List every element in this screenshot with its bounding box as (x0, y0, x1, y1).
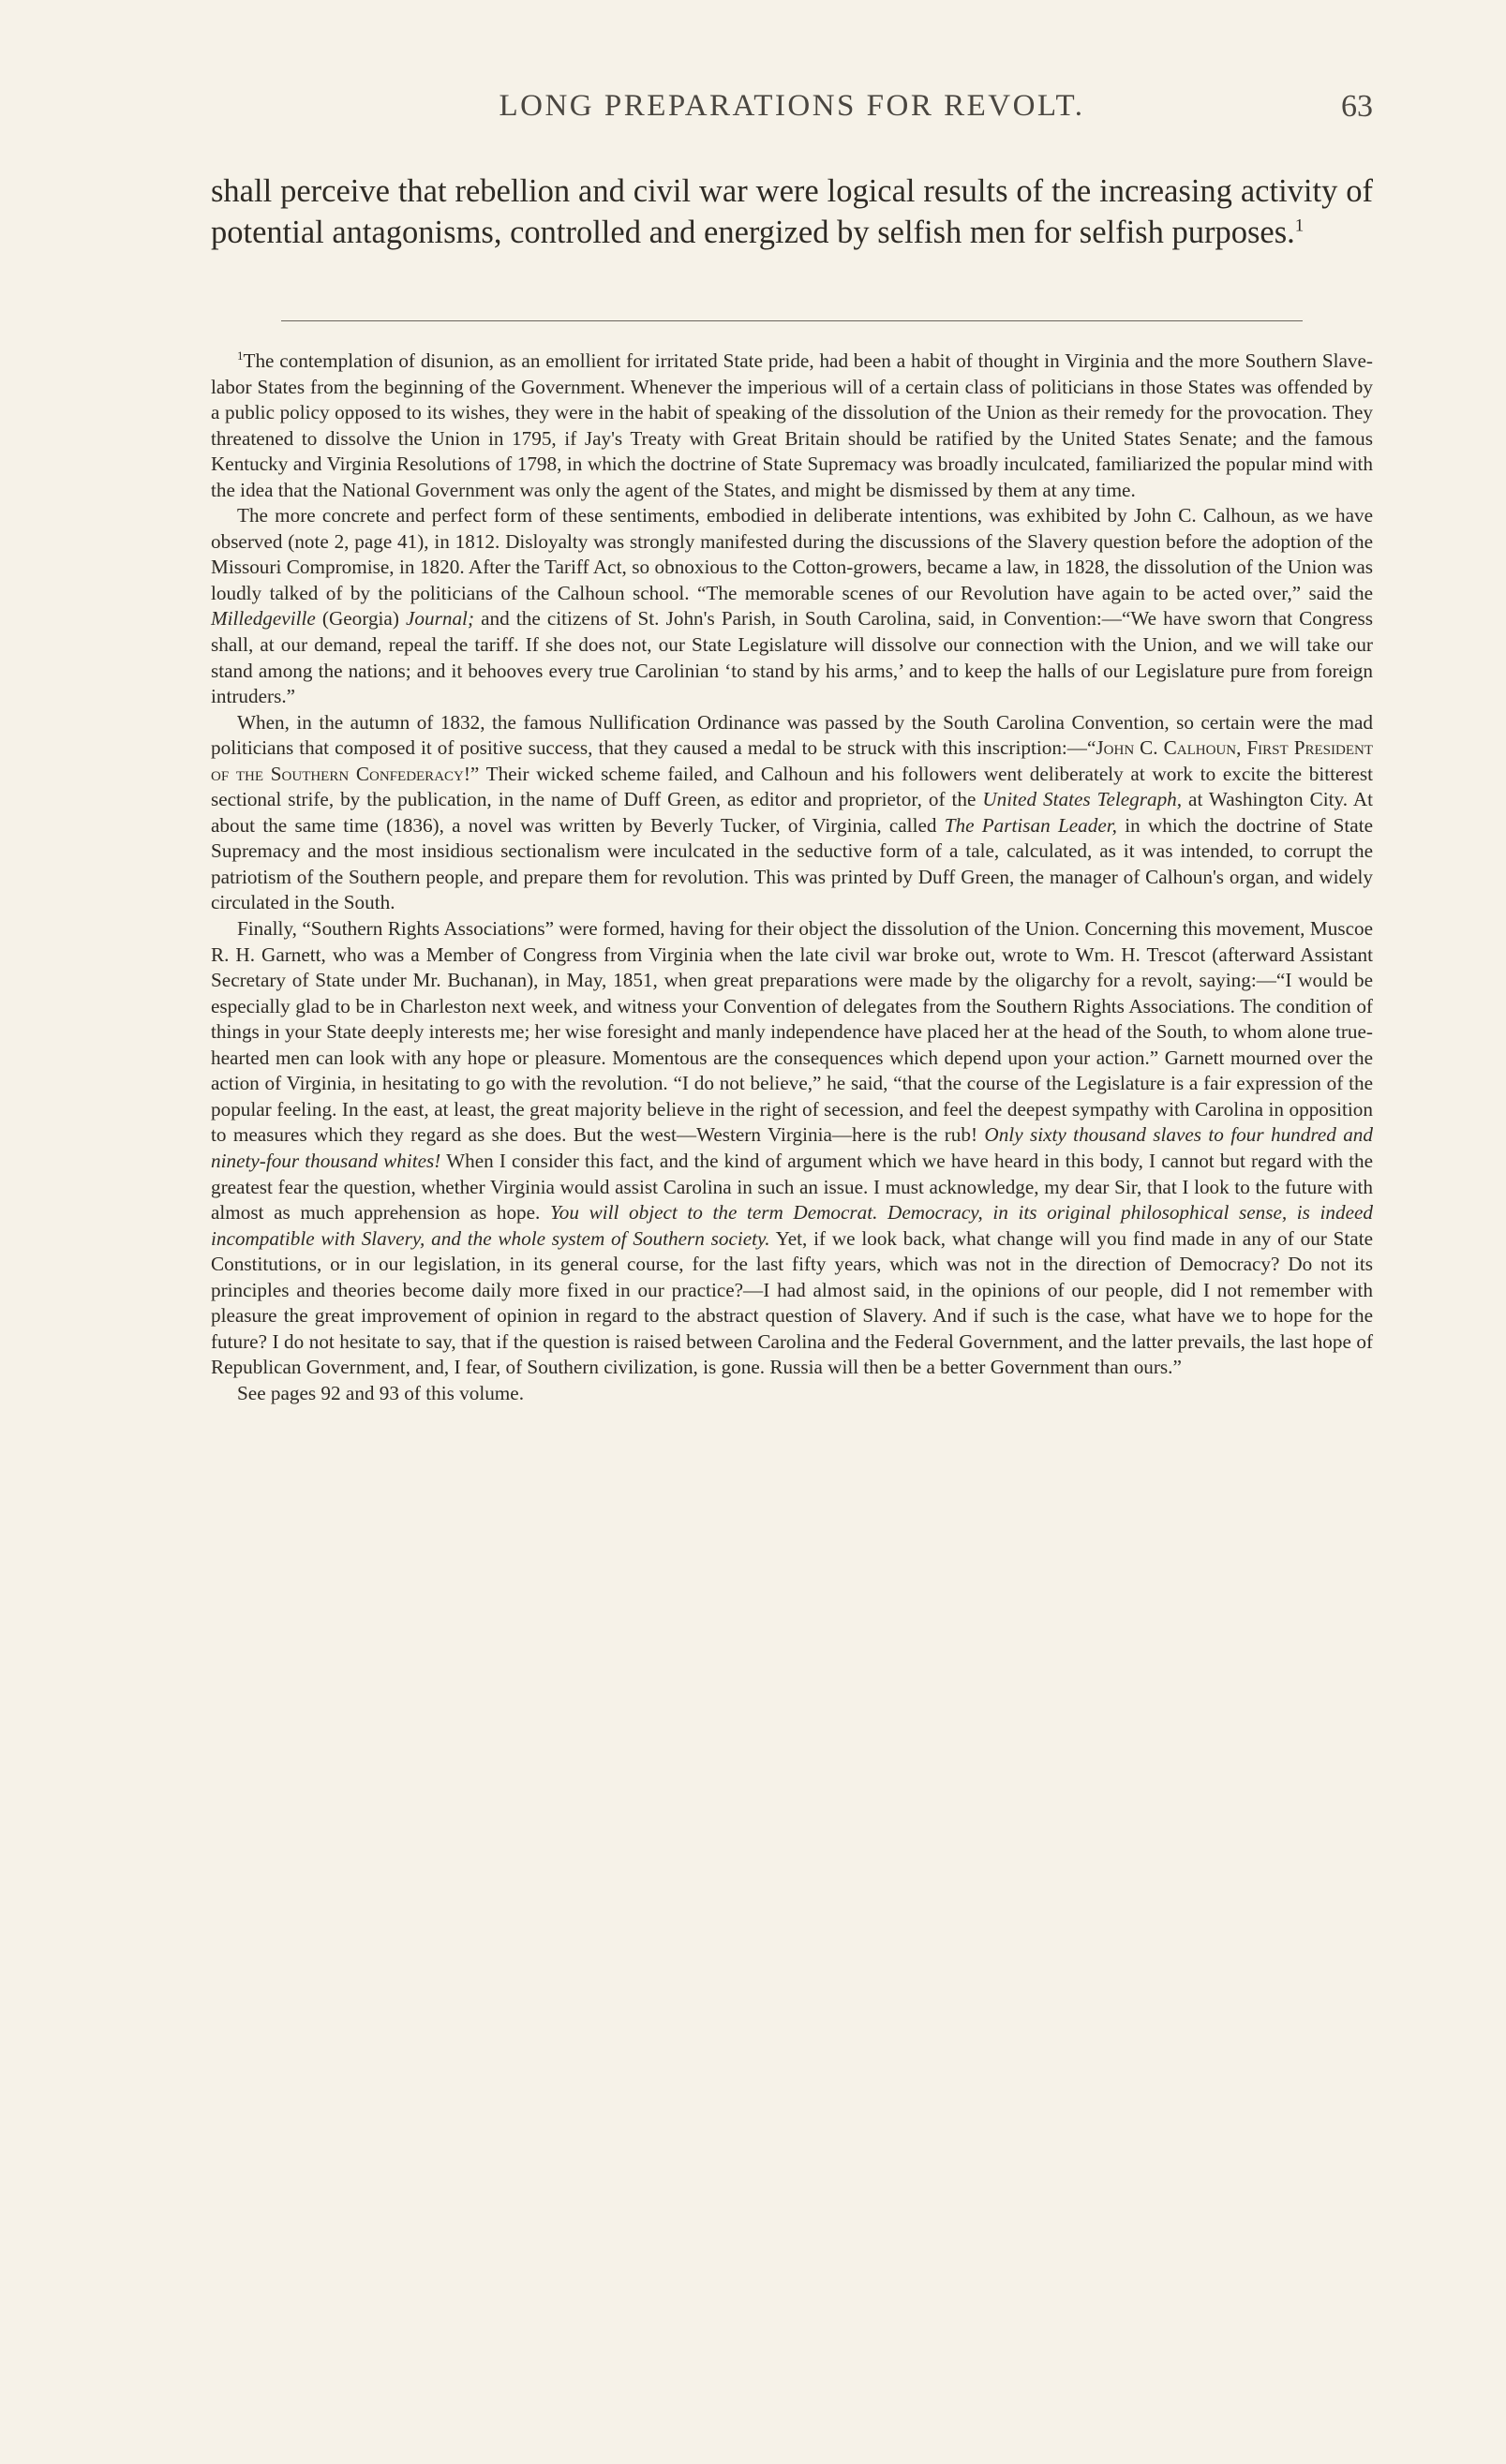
footnote-text: at Washington City. At about the same time (1836), a novel was written by Beverly Tucker, of Virginia, called (211, 788, 1374, 837)
footnote-text: (Georgia) (321, 607, 399, 631)
footnote-paragraph-3 (211, 710, 1373, 916)
newspaper-title: United States Telegraph, (982, 788, 1183, 811)
footnote-text: The contemplation of disunion, as an emollient for irritated State pride, had been a habit of thought in Virginia and the more Southern Slave-labor States from the beginning of the Government. Whenever the imperious will of a certain class of politicians in those States was offended by a public policy opposed to its wishes, they were in the habit of speaking of the dissolution of the Union as their remedy for the provocation. They threatened to dissolve the Union in 1795, if Jay's Treaty with Great Britain should be ratified by the United States Senate; and the famous Kentucky and Virginia Resolutions of 1798, in which the doctrine of State Supremacy was broadly inculcated, familiarized the popular mind with the idea that the National Government was only the agent of the States, and might be dismissed by them at any time. (211, 349, 1373, 501)
footnote-block (211, 349, 1373, 1406)
footnote-marker: 1 (237, 348, 244, 363)
footnote-text: Yet, if we look back, what change will you find made in any of our State Constitutions, or in our legislation, in its general course, for the last fifty years, which was not in the direction of Democracy? Do not its principles and theories become daily more fixed in our practice?—I had almost said, in the opinions of our people, did I not remember with pleasure the great improvement of opinion in regard to the abstract question of Slavery. And if such is the case, what have we to hope for the future? I do not hesitate to say, that if the question is raised between Carolina and the Federal Government, and the latter prevails, the last hope of Republican Government, and, I fear, of Southern civilization, is gone. Russia will then be a better Government than ours.” (211, 1226, 1373, 1379)
newspaper-title: Milledgeville (211, 607, 316, 631)
page-number: 63 (1341, 89, 1373, 124)
footnote-text: See pages 92 and 93 of this volume. (237, 1381, 524, 1404)
running-title: LONG PREPARATIONS FOR REVOLT. (499, 89, 1085, 123)
footnote-text: in which the doctrine of State Supremacy and the most insidious sectionalism were inculcated in the seductive form of a tale, calculated, as it was intended, to corrupt the patriotism of the Southern people, and prepare them for revolution. This was printed by Duff Green, the manager of Calhoun's organ, and widely circulated in the South. (211, 813, 1374, 914)
footnote-paragraph-2 (211, 503, 1373, 709)
footnote-reference: 1 (1294, 215, 1305, 236)
running-head (211, 89, 1373, 136)
emphasized-quote: You will object to the term Democrat. Democracy, in its original philosophical sense, is indeed incompatible with Slavery, and the whole system of Southern society. (211, 1201, 1373, 1250)
footnote-paragraph-4 (211, 916, 1373, 1381)
body-text: shall perceive that rebellion and civil war were logical results of the increasing activity of potential antagonisms, controlled and energized by selfish men for selfish purposes. (211, 173, 1373, 250)
footnote-paragraph-5 (211, 1381, 1373, 1407)
body-paragraph (211, 171, 1373, 253)
footnote-paragraph-1 (211, 349, 1373, 503)
emphasized-quote: Only sixty thousand slaves to four hundred and ninety-four thousand whites! (211, 1123, 1373, 1172)
medal-inscription: John C. Calhoun, First President of the Southern Confederacy! (211, 736, 1373, 785)
novel-title: The Partisan Leader, (944, 813, 1117, 837)
footnote-text: When, in the autumn of 1832, the famous Nullification Ordinance was passed by the South Carolina Convention, so certain were the mad politicians that composed it of positive success, that they caused a medal to be struck with this inscription:—“ (211, 710, 1373, 760)
footnote-text: Finally, “Southern Rights Associations” were formed, having for their object the dissolution of the Union. Concerning this movement, Muscoe R. H. Garnett, who was a Member of Congress from Virginia when the late civil war broke out, wrote to Wm. H. Trescot (afterward Assistant Secretary of State under Mr. Buchanan), in May, 1851, when great preparations were made by the oligarchy for a revolt, saying:—“I would be especially glad to be in Charleston next week, and witness your Convention of delegates from the Southern Rights Associations. The condition of things in your State deeply interests me; her wise foresight and manly independence have placed her at the head of the South, to whom alone true-hearted men can look with any hope or pleasure. Momentous are the consequences which depend upon your action.” Garnett mourned over the action of Virginia, in hesitating to go with the revolution. “I do not believe,” he said, “that the course of the Legislature is a fair expression of the popular feeling. In the east, at least, the great majority believe in the right of secession, and feel the deepest sympathy with Carolina in opposition to measures which they regard as she does. But the west—Western Virginia—here is the rub! (211, 917, 1373, 1147)
footnote-divider (281, 320, 1303, 321)
footnote-text: ” Their wicked scheme failed, and Calhoun and his followers went deliberately at work to excite the bitterest sectional strife, by the publication, in the name of Duff Green, as editor and proprietor, of the (211, 762, 1373, 811)
footnote-text: and the citizens of St. John's Parish, in South Carolina, said, in Convention:—“We have sworn that Congress shall, at our demand, repeal the tariff. If she does not, our State Legislature will dissolve our connection with the Union, and we will take our stand among the nations; and it behooves every true Carolinian ‘to stand by his arms,’ and to keep the halls of our Legislature pure from foreign intruders.” (211, 607, 1374, 708)
footnote-text: When I consider this fact, and the kind of argument which we have heard in this body, I cannot but regard with the greatest fear the question, whether Virginia would assist Carolina in such an issue. I must acknowledge, my dear Sir, that I look to the future with almost as much apprehension as hope. (211, 1149, 1373, 1225)
newspaper-title: Journal; (406, 607, 474, 631)
footnote-text: The more concrete and perfect form of these sentiments, embodied in deliberate intentions, was exhibited by John C. Calhoun, as we have observed (note 2, page 41), in 1812. Disloyalty was strongly manifested during the discussions of the Slavery question before the adoption of the Missouri Compromise, in 1820. After the Tariff Act, so obnoxious to the Cotton-growers, became a law, in 1828, the dissolution of the Union was loudly talked of by the politicians of the Calhoun school. “The memorable scenes of our Revolution have again to be acted over,” said the (211, 504, 1373, 604)
